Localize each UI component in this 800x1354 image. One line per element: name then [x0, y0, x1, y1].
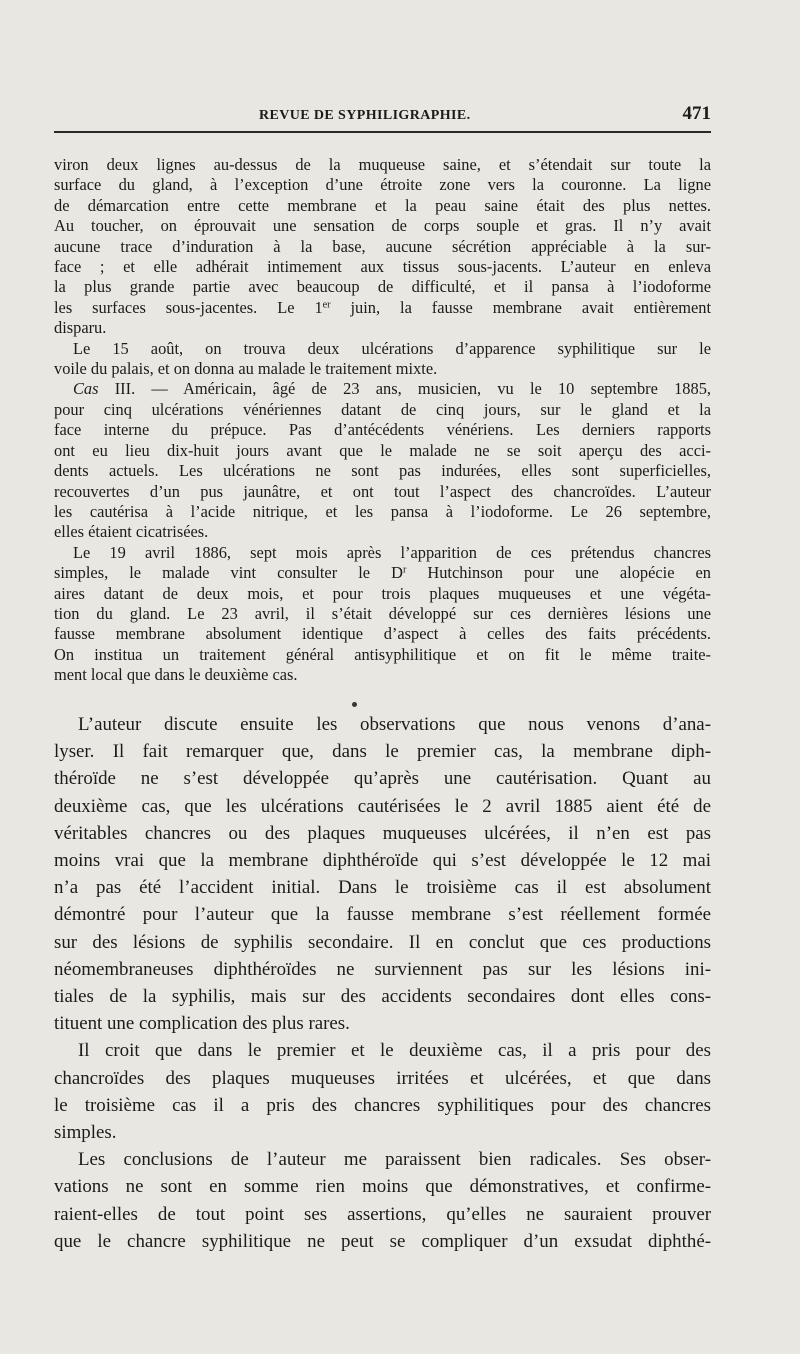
text-line: Au toucher, on éprouvait une sensation de corps souple et gras. Il n’y avait	[54, 216, 711, 236]
superscript: r	[402, 564, 407, 576]
running-title: REVUE DE SYPHILIGRAPHIE.	[259, 108, 471, 123]
text-line	[54, 563, 711, 583]
text-fragment: III. — Américain, âgé de 23 ans, musicien, vu le 10 septembre 1885,	[98, 379, 711, 399]
commentary-block	[54, 711, 711, 1255]
header-rule	[54, 131, 711, 133]
paragraph-case-3	[54, 379, 711, 542]
text-line: sur des lésions de syphilis secondaire. Il en conclut que ces productions	[54, 931, 711, 953]
text-line: que le chancre syphilitique ne peut se compliquer d’un exsudat diphthé-	[54, 1230, 711, 1252]
text-line: Le 15 août, on trouva deux ulcérations d’apparence syphilitique sur le	[73, 338, 711, 358]
text-fragment: simples, le malade vint consulter le D	[54, 563, 403, 583]
text-line: chancroïdes des plaques muqueuses irritées et ulcérées, et que dans	[54, 1067, 711, 1089]
text-line: face ; et elle adhérait intimement aux tissus sous-jacents. L’auteur en enleva	[54, 257, 711, 277]
text-line: ont eu lieu dix-huit jours avant que le malade ne se soit aperçu des acci-	[54, 440, 711, 460]
text-line: le troisième cas il a pris des chancres syphilitiques pour des chancres	[54, 1094, 711, 1116]
text-line: fausse membrane absolument identique d’aspect à celles des faits précédents.	[54, 624, 711, 644]
text-line: n’a pas été l’accident initial. Dans le troisième cas il est absolument	[54, 877, 711, 899]
text-line: viron deux lignes au-dessus de la muqueuse saine, et s’étendait sur toute la	[54, 155, 711, 174]
text-line: dents actuels. Les ulcérations ne sont pas indurées, elles sont superficielles,	[54, 461, 711, 481]
text-line: Les conclusions de l’auteur me paraissent bien radicales. Ses obser-	[78, 1149, 711, 1171]
paragraph-case-2-followup	[54, 339, 711, 380]
text-line: elles étaient cicatrisées.	[54, 522, 209, 542]
text-line: vations ne sont en somme rien moins que démonstratives, et confirme-	[54, 1176, 711, 1198]
text-line: face interne du prépuce. Pas d’antécédents vénériens. Les derniers rapports	[54, 420, 711, 440]
page-number: 471	[682, 103, 711, 124]
text-line: de démarcation entre cette membrane et la peau saine était des plus nettes.	[54, 195, 711, 215]
text-line: ment local que dans le deuxième cas.	[54, 665, 298, 685]
paragraph-interpretation	[54, 1037, 711, 1146]
text-line: voile du palais, et on donna au malade le traitement mixte.	[54, 359, 438, 379]
paragraph-discussion	[54, 711, 711, 1037]
text-line	[54, 379, 711, 399]
text-line: véritables chancres ou des plaques muqueuses ulcérées, il n’en est pas	[54, 822, 711, 844]
text-line: lyser. Il fait remarquer que, dans le premier cas, la membrane diph-	[54, 741, 711, 763]
text-line: tion du gland. Le 23 avril, il s’était développé sur ces dernières lésions une	[54, 603, 711, 623]
text-line: aucune trace d’induration à la base, aucune sécrétion appréciable à la sur-	[54, 236, 711, 256]
text-line: deuxième cas, que les ulcérations cautérisées le 2 avril 1885 aient été de	[54, 795, 711, 817]
text-line: raient-elles de tout point ses assertions, qu’elles ne sauraient prouver	[54, 1203, 711, 1225]
text-fragment: juin, la fausse membrane avait entièrement	[330, 297, 711, 317]
text-line: recouvertes d’un pus jaunâtre, et ont tout l’aspect des chancroïdes. L’auteur	[54, 481, 711, 501]
case-notes-block	[54, 155, 711, 686]
text-line: néomembraneuses diphthéroïdes ne surviennent pas sur les lésions ini-	[54, 958, 711, 980]
text-line: surface du gland, à l’exception d’une étroite zone vers la couronne. La ligne	[54, 175, 711, 195]
paragraph-case-2-continuation	[54, 155, 711, 339]
text-line: tiales de la syphilis, mais sur des accidents secondaires dont elles cons-	[54, 986, 711, 1008]
page-header	[54, 103, 711, 127]
text-line: L’auteur discute ensuite les observations que nous venons d’ana-	[78, 714, 711, 735]
paragraph-case-3-followup	[54, 543, 711, 686]
text-line: aires datant de deux mois, et pour trois plaques muqueuses et une végéta-	[54, 583, 711, 603]
text-line: la plus grande partie avec beaucoup de difficulté, et il pansa à l’iodoforme	[54, 277, 711, 297]
paragraph-conclusions	[54, 1146, 711, 1255]
superscript: er	[322, 299, 331, 311]
text-line: moins vrai que la membrane diphthéroïde qui s’est développée le 12 mai	[54, 850, 711, 872]
text-line: Le 19 avril 1886, sept mois après l’apparition de ces prétendus chancres	[73, 542, 711, 562]
text-fragment: les surfaces sous-jacentes. Le 1	[54, 297, 323, 317]
text-line	[54, 298, 711, 318]
text-line: On institua un traitement général antisyphilitique et on fit le même traite-	[54, 644, 711, 664]
case-label: Cas	[73, 379, 99, 399]
section-dot	[352, 702, 357, 707]
text-line: Il croit que dans le premier et le deuxième cas, il a pris pour des	[78, 1040, 711, 1062]
text-line: tituent une complication des plus rares.	[54, 1013, 350, 1035]
text-line: les cautérisa à l’acide nitrique, et les pansa à l’iodoforme. Le 26 septembre,	[54, 501, 711, 521]
text-line: pour cinq ulcérations vénériennes datant de cinq jours, sur le gland et la	[54, 399, 711, 419]
text-line: simples.	[54, 1122, 117, 1144]
text-line: théroïde ne s’est développée qu’après une cautérisation. Quant au	[54, 768, 711, 790]
text-line: disparu.	[54, 318, 107, 338]
text-line: démontré pour l’auteur que la fausse membrane s’est réellement formée	[54, 904, 711, 926]
text-fragment: Hutchinson pour une alopécie en	[406, 563, 711, 583]
